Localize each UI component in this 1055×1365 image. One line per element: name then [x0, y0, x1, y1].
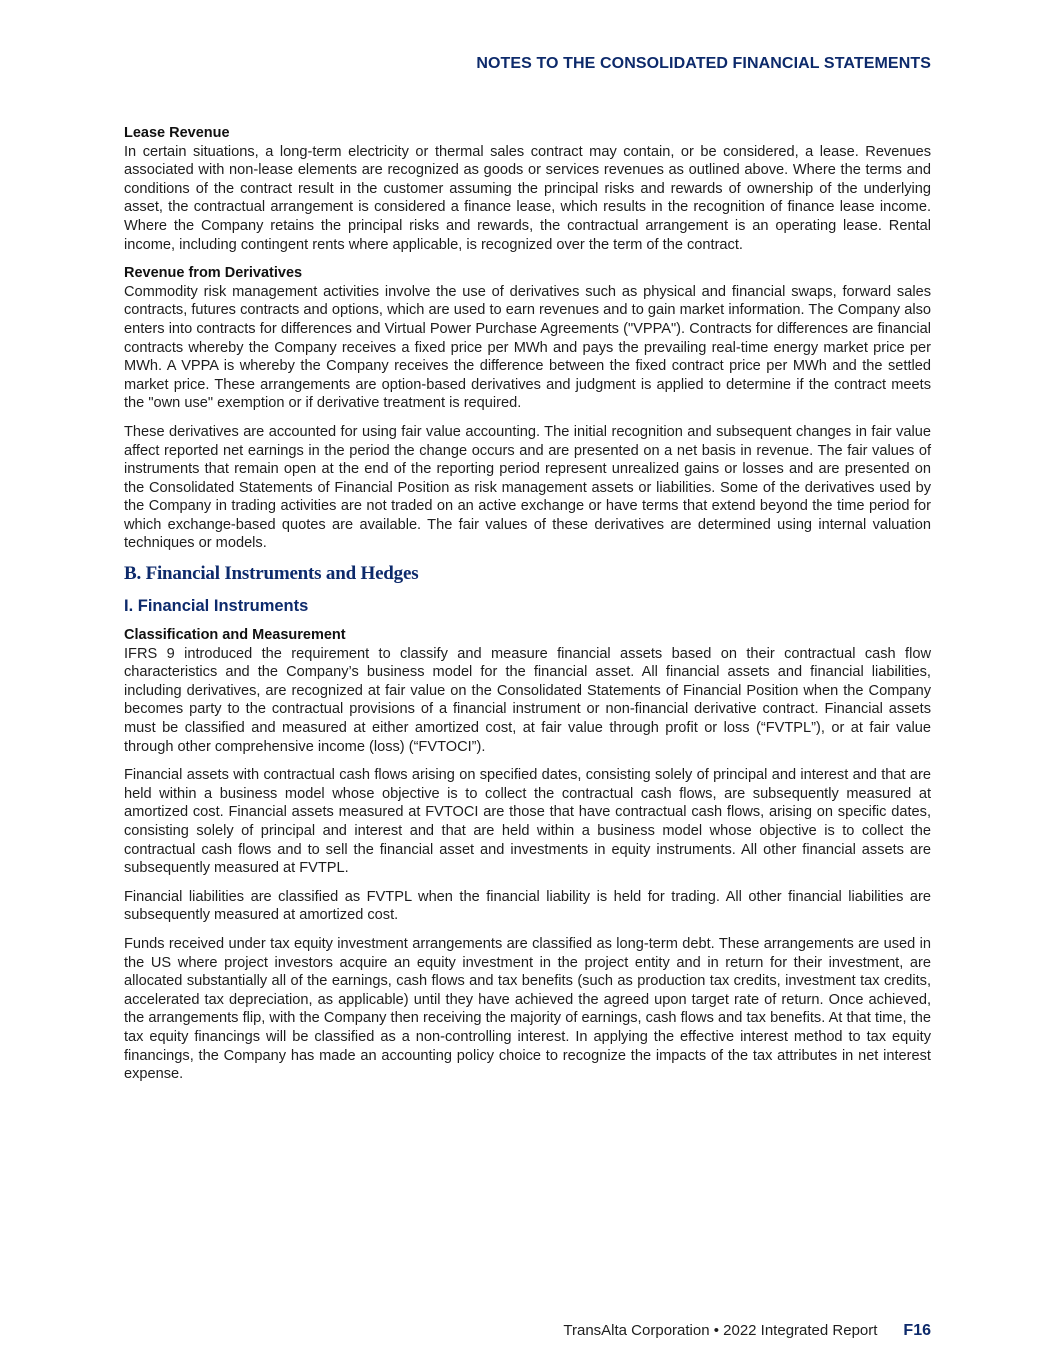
document-body: [124, 124, 931, 1094]
revenue-derivatives-paragraph: These derivatives are accounted for using fair value accounting. The initial recognition and subsequent changes in fair value affect reported net earnings in the period the change occurs and are presented on a net basis in revenue. The fair values of instruments that remain open at the end of the reporting period represent unrealized gains or losses and are presented on the Consolidated Statements of Financial Position as risk management assets or liabilities. Some of the derivatives used by the Company in trading activities are not traded on an active exchange or have terms that extend beyond the time period for which exchange-based quotes are available. The fair values of these derivatives are determined using internal valuation techniques or models.: [124, 423, 931, 552]
page-footer: [563, 1322, 931, 1340]
page-number: F16: [903, 1322, 931, 1339]
classification-paragraph: Financial liabilities are classified as FVTPL when the financial liability is held for trading. All other financial liabilities are subsequently measured at amortized cost.: [124, 888, 931, 924]
classification-paragraph: IFRS 9 introduced the requirement to classify and measure financial assets based on their contractual cash flow characteristics and the Company’s business model for the financial asset. All financial assets and financial liabilities, including derivatives, are recognized at fair value on the Consolidated Statements of Financial Position when the Company becomes party to the contractual provisions of a financial instrument or non-financial derivative contract. Financial assets must be classified and measured at either amortized cost, at fair value through profit or loss (“FVTPL”), or at fair value through other comprehensive income (loss) (“FVTOCI”).: [124, 645, 931, 755]
section-i-heading: I. Financial Instruments: [124, 597, 309, 616]
lease-revenue-heading: Lease Revenue: [124, 125, 230, 141]
revenue-derivatives-section: [124, 264, 931, 553]
lease-revenue-paragraph: In certain situations, a long-term electricity or thermal sales contract may contain, or be considered, a lease. Revenues associated with non-lease elements are recognized as goods or services revenues as outlined above. Where the terms and conditions of the contract result in the customer assuming the principal risks and rewards of ownership of the underlying asset, the contractual arrangement is considered a finance lease, which results in the recognition of finance lease income. Where the Company retains the principal risks and rewards, the contractual arrangement is an operating lease. Rental income, including contingent rents where applicable, is recognized over the term of the contract.: [124, 143, 931, 253]
footer-report-name: TransAlta Corporation • 2022 Integrated Report: [563, 1322, 878, 1339]
page-header-title: NOTES TO THE CONSOLIDATED FINANCIAL STATEMENTS: [476, 55, 931, 72]
classification-paragraph: Financial assets with contractual cash flows arising on specified dates, consisting solely of principal and interest and that are held within a business model whose objective is to collect the contractual cash flows, are subsequently measured at amortized cost. Financial assets measured at FVTOCI are those that have contractual cash flows, arising on specific dates, consisting solely of principal and interest and that are held within a business model whose objective is to collect the contractual cash flows and to sell the financial asset and investments in equity instruments. All other financial assets are subsequently measured at FVTPL.: [124, 767, 931, 877]
classification-paragraph: Funds received under tax equity investment arrangements are classified as long-term debt. These arrangements are used in the US where project investors acquire an equity investment in the project entity and in return for their investment, are allocated substantially all of the earnings, cash flows and tax benefits (such as production tax credits, investment tax credits, accelerated tax depreciation, as applicable) until they have achieved the agreed upon target rate of return. Once achieved, the arrangements flip, with the Company then receiving the majority of earnings, cash flows and tax benefits. At that time, the tax equity financings will be classified as a non-controlling interest. In applying the effective interest method to tax equity financings, the Company has made an accounting policy choice to recognize the impacts of the tax attributes in net interest expense.: [124, 935, 931, 1083]
lease-revenue-section: [124, 124, 931, 254]
section-b-heading: B. Financial Instruments and Hedges: [124, 563, 419, 585]
revenue-derivatives-paragraph: Commodity risk management activities involve the use of derivatives such as physical and financial swaps, forward sales contracts, futures contracts and options, which are used to earn revenues and to gain market information. The Company also enters into contracts for differences and Virtual Power Purchase Agreements ("VPPA"). Contracts for differences are financial contracts whereby the Company receives a fixed price per MWh and pays the prevailing real-time energy market price per MWh. A VPPA is whereby the Company receives the difference between the fixed contract price per MWh and the settled market price. These arrangements are option-based derivatives and judgment is applied to determine if the contract meets the "own use" exemption or if derivative treatment is required.: [124, 283, 931, 412]
classification-section: [124, 626, 931, 1084]
classification-heading: Classification and Measurement: [124, 627, 346, 644]
revenue-derivatives-heading: Revenue from Derivatives: [124, 265, 303, 282]
